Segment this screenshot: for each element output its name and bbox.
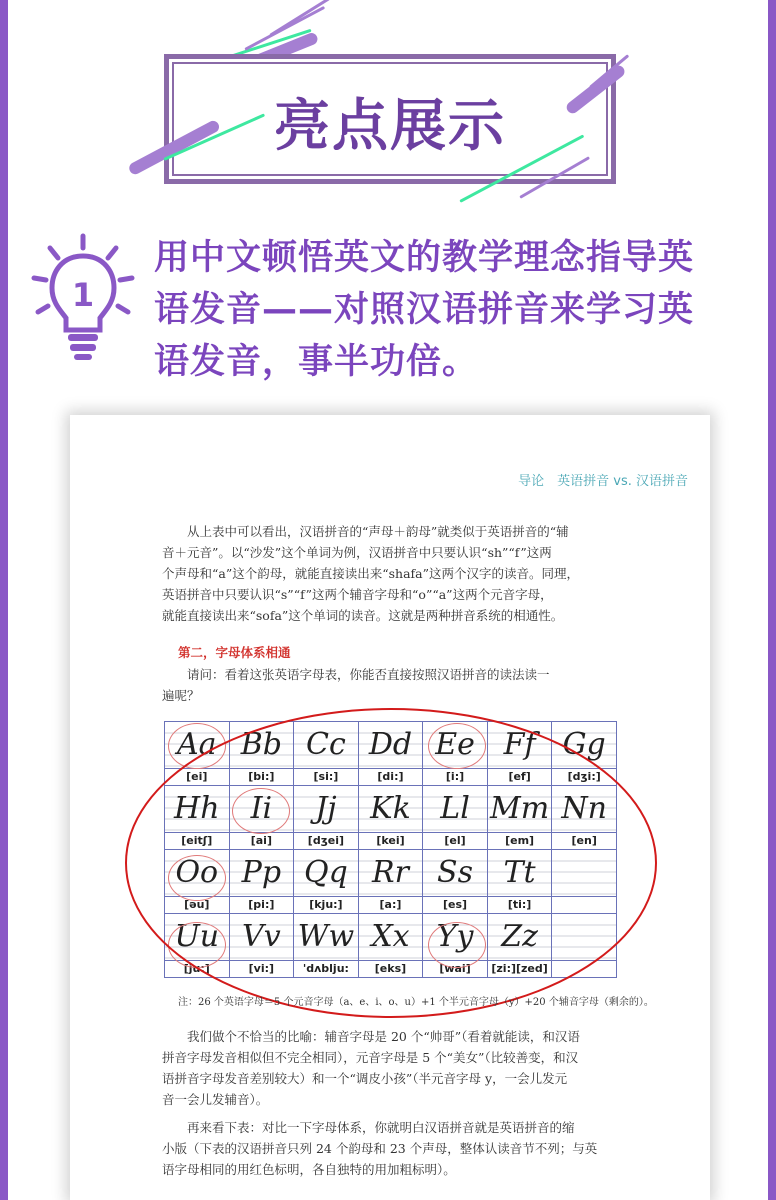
right-frame-border [768, 0, 776, 1200]
point-1-text [154, 232, 744, 388]
left-frame-border [0, 0, 8, 1200]
letter-cell: Ff [487, 722, 552, 769]
ipa-cell: [em] [487, 833, 552, 850]
ipa-cell: [es] [423, 897, 488, 914]
paragraph-1 [162, 521, 624, 626]
text-line: 从上表中可以看出，汉语拼音的“声母＋韵母”就类似于英语拼音的“辅 [162, 524, 569, 539]
ipa-cell: [dʒi:] [552, 769, 617, 786]
ipa-cell: [pi:] [229, 897, 294, 914]
text-line: 小版（下表的汉语拼音只列 24 个韵母和 23 个声母，整体认读音节不列；与英 [162, 1141, 598, 1156]
text-line: 我们做个不恰当的比喻：辅音字母是 20 个“帅哥”（看着就能读，和汉语 [162, 1029, 580, 1044]
text-line: 音＋元音”。以“沙发”这个单词为例，汉语拼音中只要认识“sh”“f”这两 [162, 545, 552, 560]
ipa-cell: [ju:] [165, 961, 230, 978]
text-line: 请问：看着这张英语字母表，你能否直接按照汉语拼音的读法读一 [162, 667, 550, 682]
text-line: 个声母和“a”这个韵母，就能直接读出来“shafa”这两个汉字的读音。同理， [162, 566, 580, 581]
text-line: 语字母相同的用红色标明，各自独特的用加粗标明）。 [162, 1162, 456, 1177]
letter-cell: Pp [229, 850, 294, 897]
ipa-cell: [di:] [358, 769, 423, 786]
page-title: 亮点展示 [274, 94, 506, 159]
paragraph-3 [162, 1026, 624, 1110]
table-note: 注：26 个英语字母＝5 个元音字母（a、e、i、o、u）+1 个半元音字母（y）+20 个辅音字母（剩余的）。 [178, 997, 654, 1008]
ipa-cell: [eitʃ] [165, 833, 230, 850]
letter-cell: Tt [487, 850, 552, 897]
ipa-cell: [ei] [165, 769, 230, 786]
ipa-cell: [kju:] [294, 897, 359, 914]
paragraph-2 [162, 664, 624, 706]
text-line: 语拼音字母发音差别较大）和一个“调皮小孩”（半元音字母 y，一会儿发元 [162, 1071, 568, 1086]
letter-cell: Ii [229, 786, 294, 833]
ipa-cell: [zi:][zed] [487, 961, 552, 978]
letter-cell: Hh [165, 786, 230, 833]
ipa-cell: [kei] [358, 833, 423, 850]
letter-cell: Jj [294, 786, 359, 833]
text-line: 遍呢？ [162, 688, 200, 703]
letter-cell: Oo [165, 850, 230, 897]
letter-cell: Ll [423, 786, 488, 833]
ipa-cell: [ef] [487, 769, 552, 786]
letter-cell: Nn [552, 786, 617, 833]
point-1-line: 用中文顿悟英文的教学理念指导英 [154, 238, 695, 278]
letter-cell: Yy [423, 914, 488, 961]
letter-cell: Kk [358, 786, 423, 833]
text-line: 再来看下表：对比一下字母体系，你就明白汉语拼音就是英语拼音的缩 [162, 1120, 575, 1135]
lightbulb-icon [28, 232, 138, 372]
ipa-cell: [wai] [423, 961, 488, 978]
letter-cell: Zz [487, 914, 552, 961]
letter-cell: Qq [294, 850, 359, 897]
ipa-cell: [si:] [294, 769, 359, 786]
point-1-line: 语发音，事半功倍。 [154, 342, 479, 382]
text-line: 英语拼音中只要认识“s”“f”这两个辅音字母和“o”“a”这两个元音字母， [162, 587, 553, 602]
point-number: 1 [71, 276, 95, 314]
text-line: 音一会儿发辅音）。 [162, 1092, 269, 1107]
ipa-cell: 'dʌblju: [294, 961, 359, 978]
letter-cell: Ww [294, 914, 359, 961]
letter-cell: Mm [487, 786, 552, 833]
ipa-cell: [ti:] [487, 897, 552, 914]
text-line: 就能直接读出来“sofa”这个单词的读音。这就是两种拼音系统的相通性。 [162, 608, 564, 623]
letter-cell: Uu [165, 914, 230, 961]
ipa-cell: [dʒei] [294, 833, 359, 850]
letter-cell: Ss [423, 850, 488, 897]
ipa-cell: [ai] [229, 833, 294, 850]
ipa-cell: [eks] [358, 961, 423, 978]
ipa-cell: [bi:] [229, 769, 294, 786]
letter-cell: Rr [358, 850, 423, 897]
ipa-cell: [el] [423, 833, 488, 850]
running-head: 导论 英语拼音 vs. 汉语拼音 [518, 474, 688, 489]
letter-cell: Aa [165, 722, 230, 769]
ipa-cell: [en] [552, 833, 617, 850]
letter-cell: Cc [294, 722, 359, 769]
ipa-cell: [i:] [423, 769, 488, 786]
ipa-cell: [əu] [165, 897, 230, 914]
section-heading: 第二，字母体系相通 [178, 645, 291, 660]
ipa-cell: [a:] [358, 897, 423, 914]
paragraph-4 [162, 1117, 624, 1180]
letter-cell: Xx [358, 914, 423, 961]
letter-cell: Dd [358, 722, 423, 769]
letter-cell: Gg [552, 722, 617, 769]
letter-cell: Bb [229, 722, 294, 769]
header-badge [120, 10, 640, 210]
red-highlight-ellipse [125, 708, 657, 1018]
ipa-cell: [vi:] [229, 961, 294, 978]
letter-cell: Vv [229, 914, 294, 961]
letter-cell: Ee [423, 722, 488, 769]
point-1-line: 语发音——对照汉语拼音来学习英 [154, 290, 695, 330]
text-line: 拼音字母发音相似但不完全相同），元音字母是 5 个“美女”（比较善变，和汉 [162, 1050, 579, 1065]
